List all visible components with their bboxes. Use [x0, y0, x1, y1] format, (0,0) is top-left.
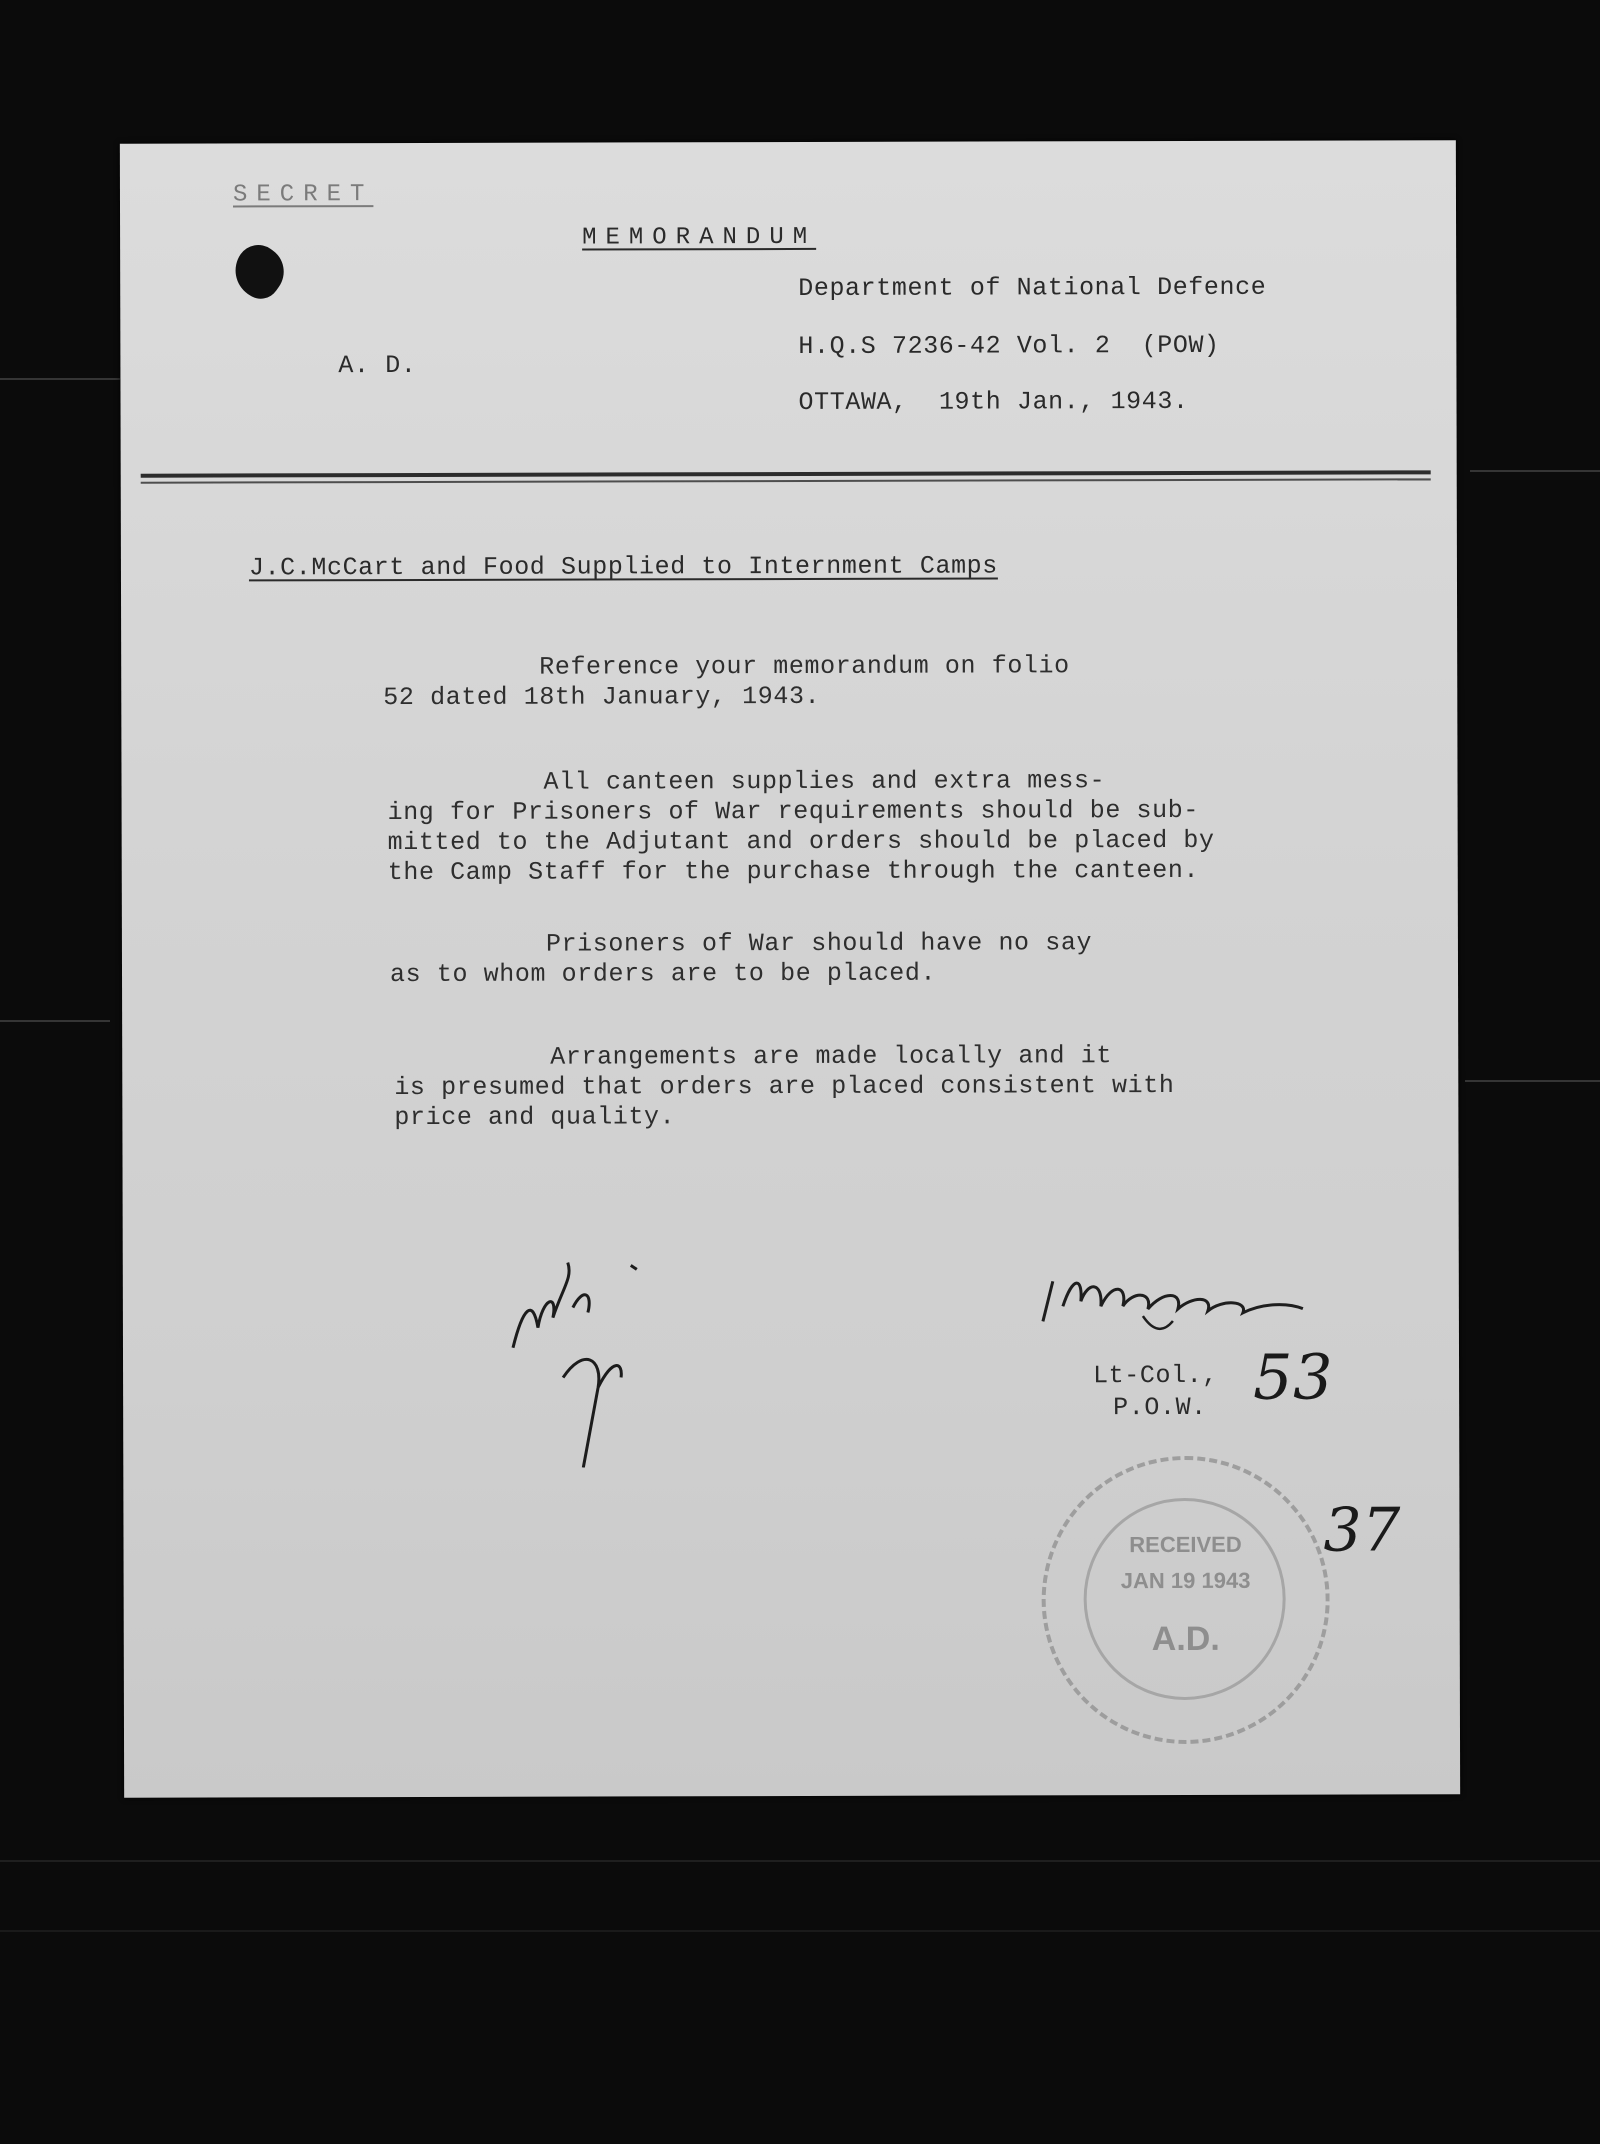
paragraph-1: Reference your memorandum on folio 52 dated 18th January, 1943. — [383, 651, 1070, 713]
memo-page — [120, 140, 1460, 1797]
scan-streak — [0, 378, 120, 380]
stamp-date: JAN 19 1943 — [1120, 1567, 1251, 1594]
place-date: OTTAWA, 19th Jan., 1943. — [798, 386, 1189, 417]
scan-streak — [0, 1020, 110, 1022]
received-stamp — [1041, 1456, 1330, 1745]
scan-streak — [1465, 1080, 1600, 1082]
handwritten-note — [503, 1237, 664, 1467]
scan-streak — [1470, 470, 1600, 472]
header-divider — [141, 470, 1431, 477]
folio-number-secondary: 37 — [1323, 1495, 1402, 1566]
scan-streak — [0, 1930, 1600, 1932]
signature — [1033, 1261, 1313, 1342]
department-name: Department of National Defence — [798, 272, 1267, 303]
signatory-rank: Lt-Col., — [1093, 1360, 1218, 1391]
folio-number: 53 — [1252, 1340, 1334, 1414]
paragraph-2: All canteen supplies and extra mess- ing for Prisoners of War requirements should be sub- mitted to the Adjutant and orders should be placed by the Camp Staff for the purchase through the canteen. — [387, 766, 1215, 888]
signatory-unit: P.O.W. — [1113, 1392, 1207, 1423]
file-reference: H.Q.S 7236-42 Vol. 2 (POW) — [798, 330, 1220, 361]
stamp-label: RECEIVED — [1129, 1531, 1242, 1558]
classification-label: SECRET — [232, 181, 374, 209]
addressee: A. D. — [338, 350, 417, 381]
paragraph-4: Arrangements are made locally and it is presumed that orders are placed consistent with price and quality. — [394, 1041, 1175, 1133]
header-divider — [141, 478, 1431, 483]
ink-blot — [224, 237, 294, 307]
stamp-office: A.D. — [1151, 1619, 1220, 1659]
subject-line: J.C.McCart and Food Supplied to Internment Camps — [248, 551, 998, 583]
memo-title: MEMORANDUM — [582, 223, 817, 252]
paragraph-3: Prisoners of War should have no say as to whom orders are to be placed. — [389, 928, 1093, 990]
stamp-inner-ring — [1083, 1498, 1286, 1701]
scan-streak — [0, 1860, 1600, 1862]
